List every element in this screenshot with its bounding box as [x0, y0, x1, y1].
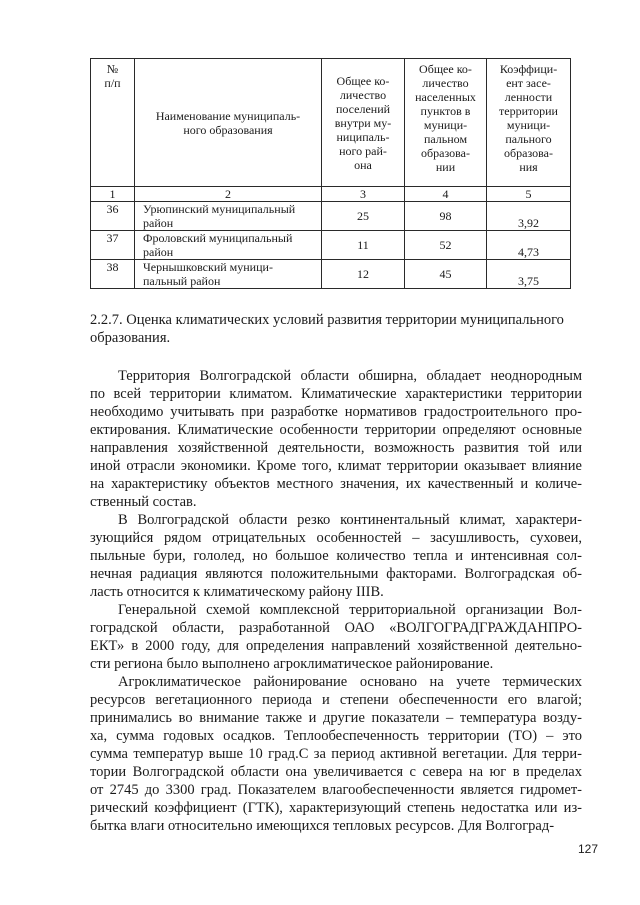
row-index: 37 [91, 231, 135, 260]
text-line: ственный состав. [90, 494, 197, 510]
text-line: иной отрасли экономики. Кроме того, климат территории оказывает влияние [90, 458, 582, 474]
text-line: на характеристику объектов местного значения, их качественный и количе- [90, 476, 582, 492]
text-line: ха, сумма годовых осадков. Теплообеспеченность территории (ТО) – это [90, 728, 582, 744]
row-index: 36 [91, 202, 135, 231]
row-name: Чернышковский муници- пальный район [135, 260, 322, 289]
text-line: направления хозяйственной деятельности, возможность развития той или [90, 440, 582, 456]
table-row [91, 231, 571, 260]
row-coefficient: 3,75 [487, 260, 571, 289]
header-coefficient: Коэффици- ент засе- ленности территории муници- пального образова- ния [487, 59, 571, 187]
column-number: 5 [487, 187, 571, 202]
text-line: от 2745 до 3300 град. Показателем влагообеспеченности является гидромет- [90, 782, 582, 798]
text-line: Генеральной схемой комплексной территориальной организации Вол- [118, 602, 582, 618]
row-settlements: 11 [322, 231, 405, 260]
table-row [91, 260, 571, 289]
row-settlements: 25 [322, 202, 405, 231]
text-line: гоградской области, разработанной ОАО «ВОЛГОГРАДГРАЖДАНПРО- [90, 620, 582, 636]
text-line: Территория Волгоградской области обширна, обладает неоднородным [118, 368, 582, 384]
row-settlements: 12 [322, 260, 405, 289]
row-localities: 52 [405, 231, 487, 260]
heading-line: 2.2.7. Оценка климатических условий развития территории муниципального [90, 312, 564, 328]
text-line: необходимо учитывать при разработке нормативов градостроительного про- [90, 404, 582, 420]
column-number: 1 [91, 187, 135, 202]
text-line: бытка влаги относительно имеющихся тепловых ресурсов. Для Волгоград- [90, 818, 555, 834]
row-localities: 98 [405, 202, 487, 231]
text-line: ЕКТ» в 2000 году, для определения направлений хозяйственной деятельно- [90, 638, 582, 654]
text-line: В Волгоградской области резко континентальный климат, характери- [118, 512, 582, 528]
column-number: 2 [135, 187, 322, 202]
text-line: рический коэффициент (ГТК), характеризующий степень недостатка или из- [90, 800, 582, 816]
text-line: по всей территории климатом. Климатические характеристики территории [90, 386, 582, 402]
table-header-row [91, 59, 571, 187]
section-heading [90, 311, 582, 347]
row-coefficient: 3,92 [487, 202, 571, 231]
text-line: сти региона было выполнено агроклиматическое районирование. [90, 656, 494, 672]
text-line: Агроклиматическое районирование основано на учете термических [118, 674, 582, 690]
column-number: 4 [405, 187, 487, 202]
column-number: 3 [322, 187, 405, 202]
text-line: ресурсов вегетационного периода и степени обеспеченности его влагой; [90, 692, 582, 708]
municipal-data-table [90, 58, 571, 289]
text-line: зующийся рядом отрицательных особенностей – засушливость, суховеи, [90, 530, 582, 546]
paragraph [90, 673, 582, 835]
header-num: № п/п [91, 59, 135, 187]
header-name: Наименование муниципаль- ного образования [135, 59, 322, 187]
paragraph [90, 367, 582, 511]
text-line: нечная радиация являются положительными факторами. Волгоградская об- [90, 566, 582, 582]
text-line: сумма температур выше 10 град.С за период активной вегетации. Для терри- [90, 746, 582, 762]
header-localities: Общее ко- личество населенных пунктов в муници- пальном образова- нии [405, 59, 487, 187]
page-number: 127 [578, 842, 599, 856]
table-row [91, 202, 571, 231]
heading-line: образования. [90, 330, 171, 346]
header-settlements: Общее ко- личество поселений внутри му- ниципаль- ного рай- она [322, 59, 405, 187]
body-text [90, 367, 582, 835]
text-line: ласть относится к климатическому району IIIВ. [90, 584, 384, 600]
row-name: Фроловский муниципальный район [135, 231, 322, 260]
paragraph [90, 601, 582, 673]
text-line: пыльные бури, гололед, но большое количество тепла и интенсивная сол- [90, 548, 582, 564]
text-line: тории Волгоградской области она увеличивается с севера на юг в пределах [90, 764, 582, 780]
row-localities: 45 [405, 260, 487, 289]
text-line: принимались во внимание также и другие показатели – температура возду- [90, 710, 582, 726]
text-line: ектирования. Климатические особенности территории определяют основные [90, 422, 582, 438]
row-name: Урюпинский муниципальный район [135, 202, 322, 231]
paragraph [90, 511, 582, 601]
row-coefficient: 4,73 [487, 231, 571, 260]
column-number-row [91, 187, 571, 202]
row-index: 38 [91, 260, 135, 289]
